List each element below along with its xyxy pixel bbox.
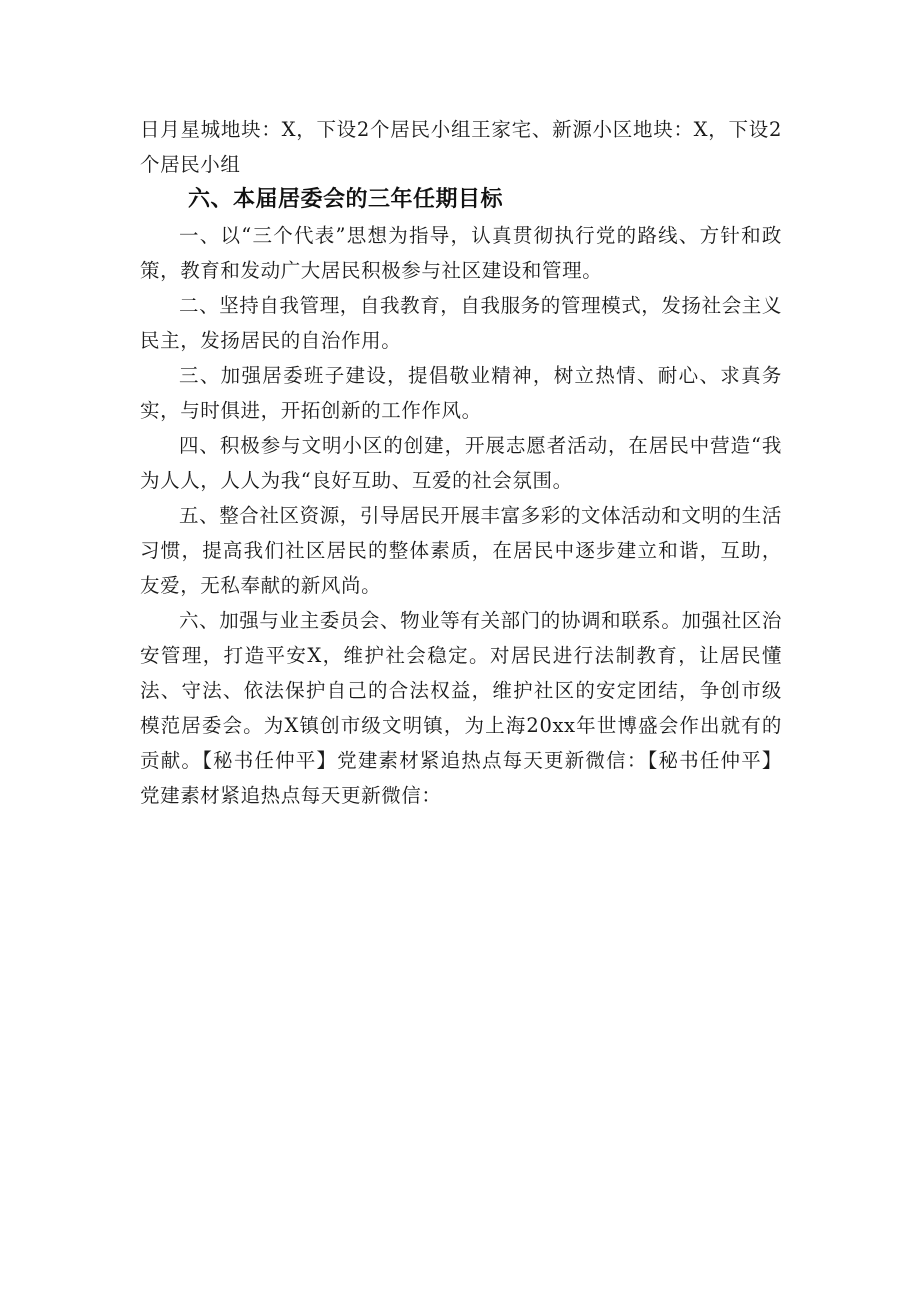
goal-paragraph-1: 一、以“三个代表”思想为指导，认真贯彻执行党的路线、方针和政策，教育和发动广大居民积极参与社区建设和管理。	[140, 224, 782, 282]
goal-paragraph-6: 六、加强与业主委员会、物业等有关部门的协调和联系。加强社区治安管理，打造平安X，维护社会稳定。对居民进行法制教育，让居民懂法、守法、依法保护自己的合法权益，维护社区的安定团结，争创市级模范居委会。为X镇创市级文明镇，为上海20xx年世博盛会作出就有的贡献。【秘书任仲平】党建素材紧追热点每天更新微信：【秘书任仲平】党建素材紧追热点每天更新微信：	[140, 609, 783, 807]
goal-paragraph-4: 四、积极参与文明小区的创建，开展志愿者活动，在居民中营造“我为人人，人人为我“良好互助、互爱的社会氛围。	[140, 434, 782, 492]
goal-paragraph-3: 三、加强居委班子建设，提倡敬业精神，树立热情、耐心、求真务实，与时俱进，开拓创新的工作作风。	[140, 364, 782, 422]
goal-paragraph-2: 二、坚持自我管理，自我教育，自我服务的管理模式，发扬社会主义民主，发扬居民的自治作用。	[140, 294, 783, 352]
section-heading: 六、本届居委会的三年任期目标	[188, 187, 504, 212]
intro-paragraph: 日月星城地块：X，下设2个居民小组王家宅、新源小区地块：X，下设2个居民小组	[140, 118, 782, 176]
goal-paragraph-5: 五、整合社区资源，引导居民开展丰富多彩的文体活动和文明的生活习惯，提高我们社区居民的整体素质，在居民中逐步建立和谐，互助，友爱，无私奉献的新风尚。	[140, 504, 783, 597]
document-page	[140, 112, 782, 813]
